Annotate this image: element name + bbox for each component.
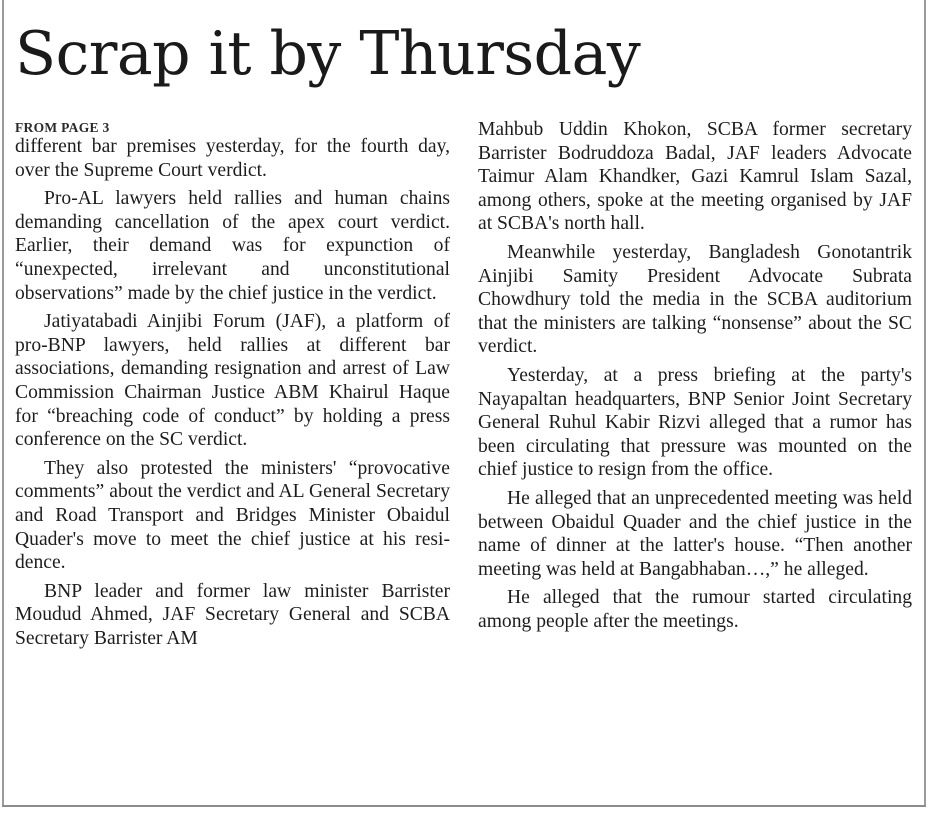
- paragraph: different bar premises yesterday, for the fourth day, over the Supreme Court verdict.: [15, 136, 450, 181]
- paragraph: Yesterday, at a press briefing at the party's Nayapaltan headquarters, BNP Senior Joint Secretary General Ruhul Kabir Rizvi alleged that a rumor has been circulating that pressure was mounted on the chief justice to resign from the office.: [478, 364, 912, 481]
- bottom-divider: [2, 805, 926, 807]
- continued-from-label: FROM PAGE 3: [15, 120, 110, 135]
- page-border-left: [2, 0, 4, 806]
- paragraph: They also protested the ministers' “provocative comments” about the verdict and AL General Secretary and Road Transport and Bridges Minister Obaidul Quader's move to meet the chief justice at his residence.: [15, 457, 450, 574]
- paragraph: Jatiyatabadi Ainjibi Forum (JAF), a platform of pro-BNP lawyers, held rallies at different bar associations, demanding resignation and arrest of Law Commission Chairman Justice ABM Khairul Haque for “breaching code of conduct” by holding a press conference on the SC verdict.: [15, 311, 450, 451]
- paragraph: He alleged that an unprecedented meeting was held between Obaidul Quader and the chief justice in the name of dinner at the latter's house. “Then another meeting was held at Bangabhaban…,” he alleged.: [478, 487, 912, 580]
- paragraph: BNP leader and former law minister Barrister Moudud Ahmed, JAF Secretary General and SCBA Secretary Barrister AM: [15, 580, 450, 649]
- paragraph: Pro-AL lawyers held rallies and human chains demanding cancellation of the apex court verdict. Earlier, their demand was for expunction of “unexpected, irrelevant and unconstitutional observations” made by the chief justice in the verdict.: [15, 188, 450, 304]
- paragraph: Mahbub Uddin Khokon, SCBA former secretary Barrister Bodruddoza Badal, JAF leaders Advocate Taimur Alam Khandker, Gazi Kamrul Islam Sazal, among others, spoke at the meeting organised by JAF at SCBA's north hall.: [478, 119, 912, 235]
- article-column-left: [15, 118, 450, 650]
- article-column-right: [478, 118, 912, 633]
- page-border-right: [924, 0, 926, 806]
- paragraph: Meanwhile yesterday, Bangladesh Gonotantrik Ainjibi Samity President Advocate Subrata Chowdhury told the media in the SCBA auditorium that the ministers are talking “nonsense” about the SC verdict.: [478, 241, 912, 358]
- headline: Scrap it by Thursday: [15, 19, 641, 89]
- paragraph: He alleged that the rumour started circulating among people after the meetings.: [478, 587, 912, 632]
